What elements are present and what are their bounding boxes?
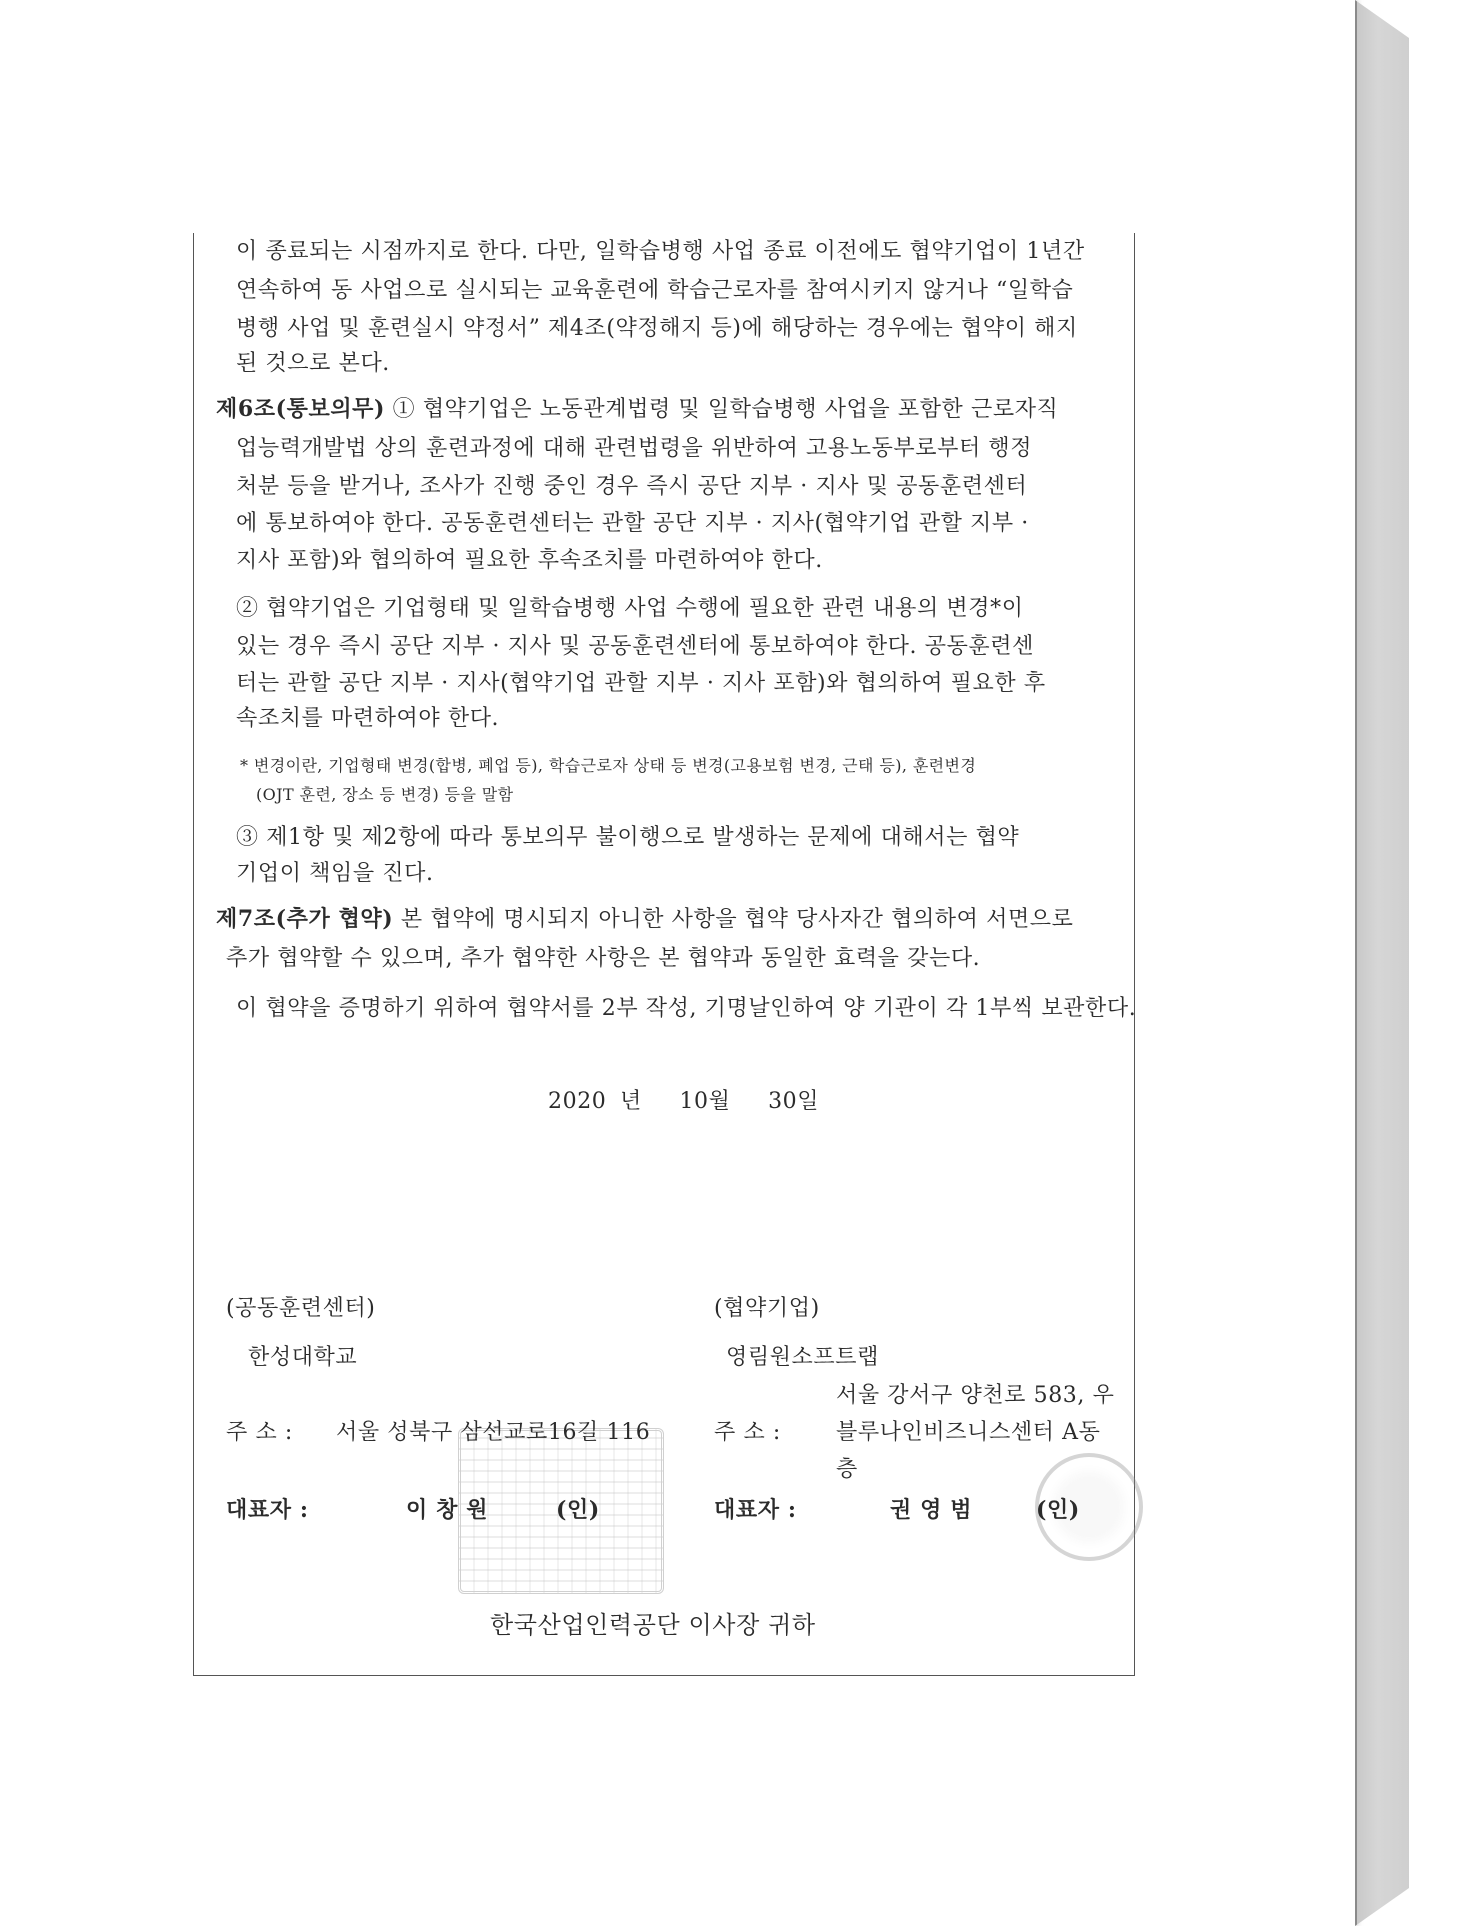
article-7-heading: 제7조(추가 협약)	[216, 906, 394, 932]
agreement-date	[548, 1087, 819, 1117]
right-party-name: 영림원소프트랩	[726, 1345, 879, 1370]
left-seal-mark: (인)	[556, 1497, 600, 1523]
text-line: 에 통보하여야 한다. 공동훈련센터는 관할 공단 지부 · 지사(협약기업 관할 지부 ·	[236, 511, 1029, 536]
right-rep-name: 권 영 범	[890, 1497, 973, 1523]
text-line: 된 것으로 본다.	[236, 351, 390, 376]
text-line: 처분 등을 받거나, 조사가 진행 중인 경우 즉시 공단 지부 · 지사 및 공동훈련센터	[236, 474, 1028, 499]
left-party-label: (공동훈련센터)	[226, 1296, 376, 1321]
text-line: 연속하여 동 사업으로 실시되는 교육훈련에 학습근로자를 참여시키지 않거나 “일학습	[236, 278, 1074, 303]
right-address-line: 블루나인비즈니스센터 A동	[836, 1420, 1101, 1445]
text-line: 본 협약에 명시되지 아니한 사항을 협약 당사자간 협의하여 서면으로	[400, 907, 1074, 932]
text-line: 추가 협약할 수 있으며, 추가 협약한 사항은 본 협약과 동일한 효력을 갖는다.	[226, 946, 981, 971]
right-address-line: 층	[836, 1457, 858, 1482]
text-line: 이 종료되는 시점까지로 한다. 다만, 일학습병행 사업 종료 이전에도 협약기업이 1년간	[236, 239, 1085, 264]
left-rep-name: 이 창 원	[406, 1497, 489, 1523]
text-line: 있는 경우 즉시 공단 지부 · 지사 및 공동훈련센터에 통보하여야 한다. 공동훈련센	[236, 634, 1034, 659]
right-party-label: (협약기업)	[714, 1296, 820, 1321]
text-line: 업능력개발법 상의 훈련과정에 대해 관련법령을 위반하여 고용노동부로부터 행정	[236, 436, 1033, 461]
right-seal-mark: (인)	[1036, 1497, 1080, 1523]
footnote: (OJT 훈련, 장소 등 변경) 등을 말함	[256, 785, 514, 804]
text-line: 기업이 책임을 진다.	[236, 861, 434, 886]
text-line: 병행 사업 및 훈련실시 약정서” 제4조(약정해지 등)에 해당하는 경우에는 협약이 해지	[236, 316, 1078, 341]
page-edge	[1355, 0, 1409, 1926]
text-line: 터는 관할 공단 지부 · 지사(협약기업 관할 지부 · 지사 포함)와 협의하여 필요한 후	[236, 671, 1046, 696]
article-6-heading: 제6조(통보의무)	[216, 396, 386, 422]
recipient: 한국산업인력공단 이사장 귀하	[490, 1611, 816, 1639]
article-6	[216, 394, 1058, 425]
footnote: * 변경이란, 기업형태 변경(합병, 폐업 등), 학습근로자 상태 등 변경(고용보험 변경, 근태 등), 훈련변경	[240, 756, 977, 775]
right-address-label: 주 소 :	[714, 1420, 781, 1445]
text-line: ② 협약기업은 기업형태 및 일학습병행 사업 수행에 필요한 관련 내용의 변경*이	[236, 596, 1024, 621]
date-month: 10월	[679, 1089, 731, 1114]
right-rep-label: 대표자 :	[714, 1497, 797, 1523]
right-address-line: 서울 강서구 양천로 583, 우	[836, 1383, 1115, 1408]
left-address-label: 주 소 :	[226, 1420, 293, 1445]
left-party-name: 한성대학교	[248, 1345, 358, 1370]
text-line: 지사 포함)와 협의하여 필요한 후속조치를 마련하여야 한다.	[236, 548, 823, 573]
article-7	[216, 904, 1074, 935]
text-line: ① 협약기업은 노동관계법령 및 일학습병행 사업을 포함한 근로자직	[392, 397, 1059, 422]
date-day: 30일	[768, 1089, 820, 1114]
left-address: 서울 성북구 삼선교로16길 116	[336, 1420, 651, 1445]
text-line: 속조치를 마련하여야 한다.	[236, 706, 500, 731]
left-rep-label: 대표자 :	[226, 1497, 309, 1523]
date-year: 2020	[548, 1089, 607, 1114]
closing-statement: 이 협약을 증명하기 위하여 협약서를 2부 작성, 기명날인하여 양 기관이 각 1부씩 보관한다.	[236, 996, 1137, 1021]
date-year-unit: 년	[619, 1089, 642, 1114]
text-line: ③ 제1항 및 제2항에 따라 통보의무 불이행으로 발생하는 문제에 대해서는 협약	[236, 825, 1020, 850]
